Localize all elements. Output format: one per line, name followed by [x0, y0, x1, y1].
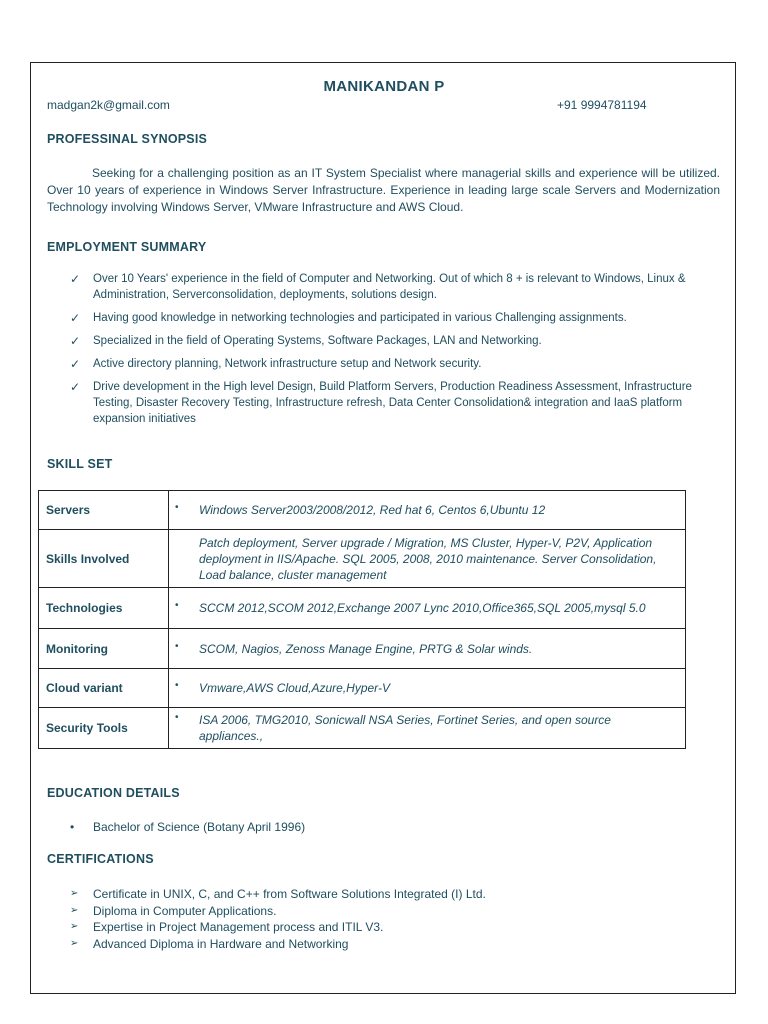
skill-value: SCOM, Nagios, Zenoss Manage Engine, PRTG & Solar winds. [199, 641, 533, 656]
table-row [39, 629, 686, 669]
bullet-icon: • [175, 640, 179, 652]
education-heading: EDUCATION DETAILS [47, 786, 180, 800]
check-icon: ✓ [70, 357, 81, 371]
synopsis-heading: PROFESSINAL SYNOPSIS [47, 132, 208, 146]
check-icon: ✓ [70, 311, 81, 325]
check-icon: ✓ [70, 272, 81, 286]
table-row [39, 669, 686, 708]
education-item [70, 820, 305, 834]
skill-label: Technologies [39, 588, 169, 629]
check-icon: ✓ [70, 334, 81, 348]
skill-value-cell [169, 708, 686, 749]
list-item [70, 356, 722, 372]
skill-value-cell [169, 491, 686, 530]
list-item [70, 903, 486, 920]
arrow-icon: ➢ [70, 904, 79, 916]
table-row [39, 588, 686, 629]
skill-label: Skills Involved [39, 530, 169, 588]
check-icon: ✓ [70, 380, 81, 394]
skill-value-cell [169, 629, 686, 669]
certifications-heading: CERTIFICATIONS [47, 852, 154, 866]
employment-list [70, 271, 722, 427]
bullet-icon: • [175, 680, 179, 691]
list-item-text: Active directory planning, Network infrastructure setup and Network security. [93, 358, 482, 370]
email-address[interactable]: madgan2k@gmail.com [47, 98, 170, 112]
skill-label: Monitoring [39, 629, 169, 669]
skill-value-cell [169, 588, 686, 629]
employment-heading: EMPLOYMENT SUMMARY [47, 240, 207, 254]
list-item-text: Over 10 Years' experience in the field of Computer and Networking. Out of which 8 + is relevant to Windows, Linux & Administration, Serverconsolidation, deployments, solutions design. [93, 273, 686, 301]
skill-label: Security Tools [39, 708, 169, 749]
skills-table [38, 490, 686, 749]
list-item-text: Diploma in Computer Applications. [93, 903, 277, 918]
skill-label: Servers [39, 491, 169, 530]
list-item-text: Specialized in the field of Operating Systems, Software Packages, LAN and Networking. [93, 335, 542, 347]
phone-number: +91 9994781194 [557, 98, 647, 112]
arrow-icon: ➢ [70, 888, 79, 899]
list-item [70, 271, 722, 303]
skill-value: Windows Server2003/2008/2012, Red hat 6, Centos 6,Ubuntu 12 [199, 503, 546, 517]
skill-label: Cloud variant [39, 669, 169, 708]
skill-value-cell [169, 669, 686, 708]
table-row [39, 530, 686, 588]
list-item-text: Expertise in Project Management process and ITIL V3. [93, 920, 384, 934]
skills-heading: SKILL SET [47, 457, 113, 471]
candidate-name: MANIKANDAN P [323, 78, 445, 95]
table-row [39, 708, 686, 749]
skill-value: ISA 2006, TMG2010, Sonicwall NSA Series, Fortinet Series, and open source appliances., [199, 713, 611, 743]
education-text: Bachelor of Science (Botany April 1996) [93, 820, 306, 834]
list-item [70, 886, 486, 903]
list-item-text: Drive development in the High level Design, Build Platform Servers, Production Readiness Assessment, Infrastructure Testing, Disaster Recovery Testing, Infrastructure refresh, Data Center Consolidation& integration and IaaS platform expansion initiatives [93, 381, 692, 425]
skill-value: SCCM 2012,SCOM 2012,Exchange 2007 Lync 2010,Office365,SQL 2005,mysql 5.0 [199, 601, 646, 615]
list-item [70, 936, 486, 953]
skill-value: Patch deployment, Server upgrade / Migration, MS Cluster, Hyper-V, P2V, Application deployment in IIS/Apache. SQL 2005, 2008, 2010 maintenance. Server Consolidation, Load balance, cluster management [199, 535, 657, 582]
list-item-text: Advanced Diploma in Hardware and Networking [93, 936, 349, 951]
list-item [70, 919, 486, 936]
bullet-icon: • [70, 820, 75, 834]
arrow-icon: ➢ [70, 937, 79, 949]
list-item [70, 333, 722, 349]
skill-value-cell [169, 530, 686, 588]
arrow-icon: ➢ [70, 921, 79, 932]
list-item-text: Having good knowledge in networking technologies and participated in various Challenging assignments. [93, 312, 627, 324]
list-item [70, 310, 722, 326]
table-row [39, 491, 686, 530]
list-item [70, 379, 722, 427]
certifications-list [70, 886, 486, 952]
synopsis-text: Seeking for a challenging position as an IT System Specialist where managerial skills and experience will be utilized. Over 10 years of experience in Windows Server Infrastructure. Experience in leading large scale Servers and Modernization Technology involving Windows Server, VMware Infrastructure and AWS Cloud. [47, 166, 720, 214]
bullet-icon: • [175, 712, 179, 723]
bullet-icon: • [175, 600, 179, 611]
bullet-icon: • [175, 502, 179, 513]
list-item-text: Certificate in UNIX, C, and C++ from Software Solutions Integrated (I) Ltd. [93, 887, 486, 901]
skill-value: Vmware,AWS Cloud,Azure,Hyper-V [199, 681, 390, 695]
